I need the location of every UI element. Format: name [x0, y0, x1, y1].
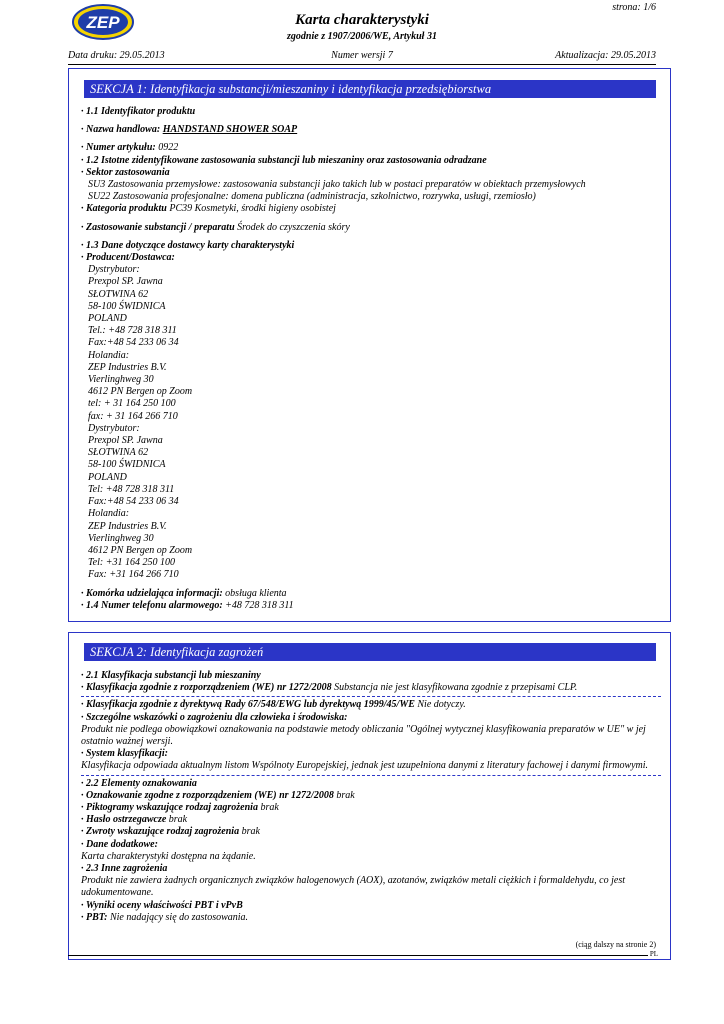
producer-line: fax: + 31 164 266 710 [88, 410, 178, 422]
usage-row [81, 222, 661, 234]
producer-line: 4612 PN Bergen op Zoom [88, 544, 193, 556]
marking-label: · Oznakowanie zgodne z rozporządzeniem (WE) nr 1272/2008 [81, 789, 337, 801]
producer-line: tel: + 31 164 250 100 [88, 398, 176, 410]
marking-value: brak [336, 789, 355, 801]
emergency-row [81, 600, 661, 612]
clp-label: · Klasyfikacja zgodnie z rozporządzeniem (WE) nr 1272/2008 [81, 682, 335, 694]
producer-line: POLAND [88, 313, 127, 325]
page-number: strona: 1/6 [612, 2, 656, 13]
special-text: Produkt nie podlega obowiązkowi oznakowania na podstawie metody obliczania "Ogólnej wytycznej klasyfikowania preparatów w UE" w jej ostatnio ważnej wersji. [81, 723, 646, 748]
footer-divider [68, 955, 656, 956]
pbt-row [81, 912, 661, 924]
producer-line: Tel: +48 728 318 311 [88, 483, 175, 495]
emergency-label: · 1.4 Numer telefonu alarmowego: [81, 599, 226, 611]
directive-row [81, 699, 661, 711]
extra-text: Karta charakterystyki dostępna na żądanie. [81, 850, 256, 862]
category-value: PC39 Kosmetyki, środki higieny osobistej [169, 203, 336, 215]
system-label: · System klasyfikacji: [81, 748, 168, 760]
producer-line: SŁOTWINA 62 [88, 447, 149, 459]
hazard-value: brak [241, 826, 260, 838]
info-label: · Komórka udzielająca informacji: [81, 587, 226, 599]
producer-line: Dystrybutor: [88, 264, 140, 276]
category-row [81, 203, 661, 215]
directive-label: · Klasyfikacja zgodnie z dyrektywą Rady 67/548/EWG lub dyrektywą 1999/45/WE [81, 699, 418, 711]
pictogram-label: · Piktogramy wskazujące rodzaj zagrożenia [81, 802, 261, 814]
subsection-1-3: · 1.3 Dane dotyczące dostawcy karty charakterystyki [81, 239, 295, 251]
subsection-2-3: · 2.3 Inne zagrożenia [81, 863, 168, 875]
signal-value: brak [168, 814, 188, 826]
producer-line: SŁOTWINA 62 [88, 288, 149, 300]
sector-su22: SU22 Zastosowania profesjonalne: domena publiczna (administracja, szkolnictwo, rozrywka, usługi, rzemiosło) [88, 191, 536, 203]
header-divider [68, 64, 656, 65]
sector-su3: SU3 Zastosowania przemysłowe: zastosowania substancji jako takich lub w postaci preparatów w obiektach przemysłowych [88, 179, 586, 191]
section-2-content [81, 670, 661, 924]
info-row [81, 588, 661, 600]
producer-line: Tel.: +48 728 318 311 [88, 325, 177, 337]
producer-line: 58-100 ŚWIDNICA [88, 300, 166, 312]
print-date: Data druku: 29.05.2013 [68, 50, 165, 61]
article-label: · Numer artykułu: [81, 142, 159, 154]
producer-line: 4612 PN Bergen op Zoom [88, 386, 193, 398]
emergency-value: +48 728 318 311 [225, 599, 294, 611]
producer-line: Holandia: [88, 508, 130, 520]
logo-text: ZEP [86, 13, 120, 32]
trade-name-label: · Nazwa handlowa: [81, 124, 163, 136]
producer-line: Dystrybutor: [88, 422, 140, 434]
pbt-heading: · Wyniki oceny właściwości PBT i vPvB [81, 899, 243, 911]
producer-line: Fax:+48 54 233 06 34 [88, 337, 179, 349]
special-label: · Szczególne wskazówki o zagrożeniu dla człowieka i środowiska: [81, 711, 348, 723]
clp-value: Substancja nie jest klasyfikowana zgodnie z przepisami CLP. [334, 682, 578, 694]
section-2 [68, 632, 671, 960]
directive-value: Nie dotyczy. [417, 699, 466, 711]
section-1-title: SEKCJA 1: Identyfikacja substancji/mieszaniny i identyfikacja przedsiębiorstwa [84, 80, 656, 98]
producer-address [81, 264, 661, 581]
clp-row [81, 682, 661, 694]
article-value: 0922 [158, 142, 179, 154]
producer-label: · Producent/Dostawca: [81, 252, 175, 264]
signal-row [81, 814, 661, 826]
producer-line: ZEP Industries B.V. [88, 520, 167, 532]
producer-line: Vierlinghweg 30 [88, 532, 154, 544]
pbt-label: · PBT: [81, 911, 110, 923]
document-title: Karta charakterystyki [295, 12, 429, 28]
language-code: PL [649, 950, 658, 958]
producer-line: POLAND [88, 471, 127, 483]
producer-line: ZEP Industries B.V. [88, 361, 167, 373]
article-row [81, 142, 661, 154]
marking-row [81, 790, 661, 802]
update-date: Aktualizacja: 29.05.2013 [555, 50, 656, 61]
subsection-2-2: · 2.2 Elementy oznakowania [81, 777, 197, 789]
producer-line: Vierlinghweg 30 [88, 374, 154, 386]
subsection-2-1: · 2.1 Klasyfikacja substancji lub mieszaniny [81, 670, 261, 681]
system-text: Klasyfikacja odpowiada aktualnym listom Wspólnoty Europejskiej, jednak jest uzupełniona danymi z literatury fachowej i danymi firmowymi. [81, 760, 649, 772]
dashed-divider [81, 775, 661, 776]
other-hazards-text: Produkt nie zawiera żadnych organicznych związków halogenowych (AOX), azotanów, związków metali ciężkich i formaldehydu, co jest udokumentowane. [81, 875, 625, 899]
producer-line: Fax: +31 164 266 710 [88, 569, 179, 581]
hazard-row [81, 826, 661, 838]
sector-label: · Sektor zastosowania [81, 166, 170, 178]
section-2-title: SEKCJA 2: Identyfikacja zagrożeń [84, 643, 656, 661]
section-1-content [81, 106, 661, 612]
producer-line: Prexpol SP. Jawna [88, 435, 163, 447]
signal-label: · Hasło ostrzegawcze [81, 814, 169, 826]
usage-label: · Zastosowanie substancji / preparatu [81, 221, 238, 233]
dashed-divider [81, 696, 661, 697]
pictogram-value: brak [260, 802, 279, 814]
producer-line: 58-100 ŚWIDNICA [88, 459, 166, 471]
continued-note: (ciąg dalszy na stronie 2) [575, 940, 656, 949]
trade-name-value: HANDSTAND SHOWER SOAP [162, 124, 298, 136]
pictogram-row [81, 802, 661, 814]
hazard-label: · Zwroty wskazujące rodzaj zagrożenia [81, 826, 242, 838]
usage-value: Środek do czyszczenia skóry [237, 221, 350, 233]
producer-line: Prexpol SP. Jawna [88, 276, 163, 288]
trade-name-row [81, 124, 661, 136]
subsection-1-2: · 1.2 Istotne zidentyfikowane zastosowania substancji lub mieszaniny oraz zastosowania odradzane [81, 154, 487, 166]
category-label: · Kategoria produktu [81, 203, 170, 215]
producer-line: Holandia: [88, 349, 130, 361]
info-value: obsługa klienta [225, 587, 287, 599]
section-1 [68, 68, 671, 622]
subsection-1-1: · 1.1 Identyfikator produktu [81, 106, 196, 117]
version-number: Numer wersji 7 [331, 50, 393, 61]
pbt-value: Nie nadający się do zastosowania. [109, 911, 249, 923]
extra-label: · Dane dodatkowe: [81, 838, 158, 850]
producer-line: Tel: +31 164 250 100 [88, 557, 175, 569]
document-subtitle: zgodnie z 1907/2006/WE, Artykuł 31 [287, 31, 437, 42]
producer-line: Fax:+48 54 233 06 34 [88, 496, 179, 508]
